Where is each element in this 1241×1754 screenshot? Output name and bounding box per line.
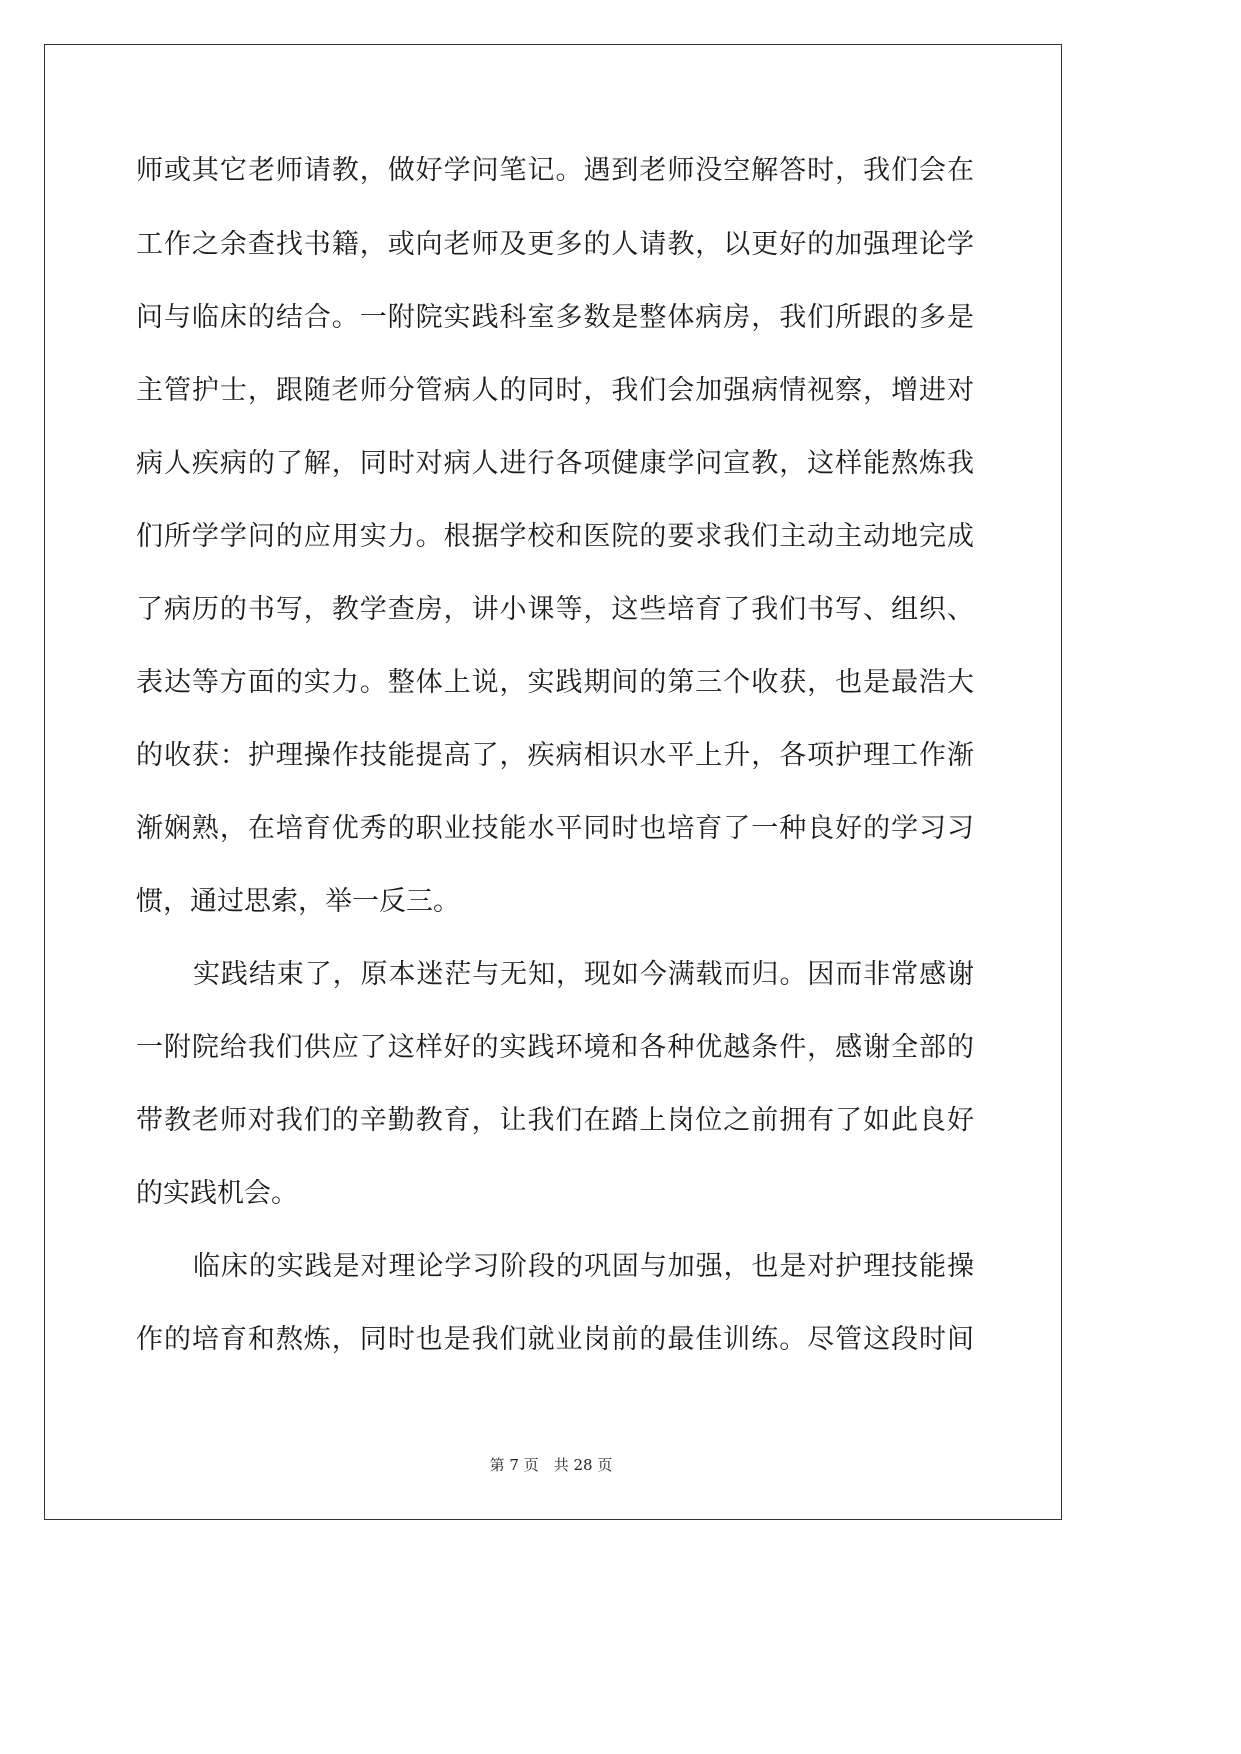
body-text-line: 了病历的书写，教学查房，讲小课等，这些培育了我们书写、组织、: [136, 594, 974, 625]
body-text-line: 渐娴熟，在培育优秀的职业技能水平同时也培育了一种良好的学习习: [136, 813, 974, 844]
body-text-line: 的实践机会。: [136, 1178, 298, 1209]
paragraph-first-line: 实践结束了，原本迷茫与无知，现如今满载而归。因而非常感谢: [193, 959, 974, 990]
body-text-line: 主管护士，跟随老师分管病人的同时，我们会加强病情视察，增进对: [136, 375, 974, 406]
body-text-line: 带教老师对我们的辛勤教育，让我们在踏上岗位之前拥有了如此良好: [136, 1105, 974, 1136]
page-frame: [44, 44, 1062, 1520]
body-text-line: 师或其它老师请教，做好学问笔记。遇到老师没空解答时，我们会在: [136, 155, 974, 186]
body-text-line: 问与临床的结合。一附院实践科室多数是整体病房，我们所跟的多是: [136, 302, 974, 333]
paragraph-first-line: 临床的实践是对理论学习阶段的巩固与加强，也是对护理技能操: [193, 1251, 974, 1282]
body-text-line: 惯，通过思索，举一反三。: [136, 886, 460, 917]
body-text-line: 一附院给我们供应了这样好的实践环境和各种优越条件，感谢全部的: [136, 1032, 974, 1063]
body-text-line: 病人疾病的了解，同时对病人进行各项健康学问宣教，这样能熬炼我: [136, 448, 974, 479]
body-text-line: 表达等方面的实力。整体上说，实践期间的第三个收获，也是最浩大: [136, 667, 974, 698]
body-text-line: 工作之余查找书籍，或向老师及更多的人请教，以更好的加强理论学: [136, 229, 974, 260]
body-text-line: 的收获：护理操作技能提高了，疾病相识水平上升，各项护理工作渐: [136, 740, 974, 771]
body-text-line: 们所学学问的应用实力。根据学校和医院的要求我们主动主动地完成: [136, 521, 974, 552]
page-number-footer: 第 7 页 共 28 页: [489, 1456, 613, 1474]
body-text-line: 作的培育和熬炼，同时也是我们就业岗前的最佳训练。尽管这段时间: [136, 1324, 974, 1355]
